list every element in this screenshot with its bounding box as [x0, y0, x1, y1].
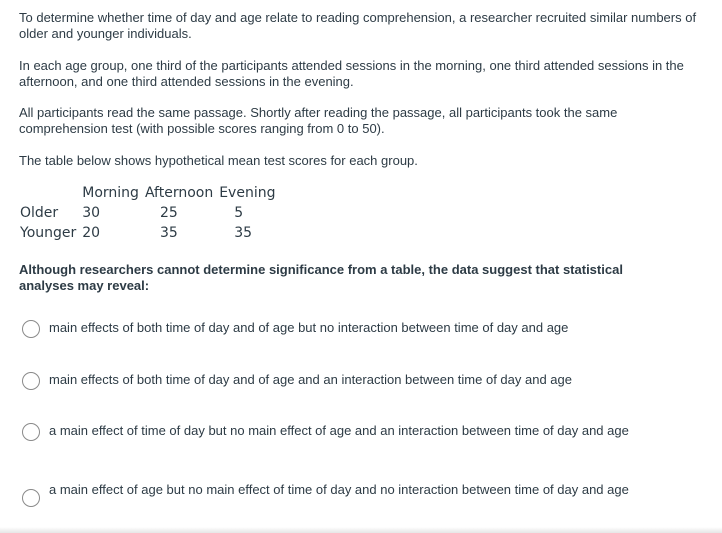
table-cell: 5: [234, 205, 244, 221]
table-cell: 35: [234, 225, 253, 241]
table-cell: 20: [82, 225, 101, 241]
option-label[interactable]: a main effect of time of day but no main effect of age and an interaction between time of day and age: [49, 423, 629, 438]
table-row: [17, 223, 278, 243]
table-intro: The table below shows hypothetical mean test scores for each group.: [19, 153, 418, 168]
bottom-shadow: [0, 527, 722, 533]
row-label: Younger: [20, 225, 77, 241]
table-cell: 30: [82, 205, 101, 221]
answer-option-3[interactable]: [22, 421, 672, 441]
answer-option-2[interactable]: [22, 370, 672, 390]
header-cell: Afternoon: [144, 185, 214, 201]
intro-paragraph: To determine whether time of day and age relate to reading comprehension, a researcher recruited similar numbers of older and younger individuals.: [19, 10, 697, 41]
groups-paragraph: In each age group, one third of the participants attended sessions in the morning, one third attended sessions in the afternoon, and one third attended sessions in the evening.: [19, 58, 684, 89]
table-row: [17, 203, 278, 223]
radio-button[interactable]: [22, 489, 40, 507]
header-cell: Evening: [219, 185, 276, 201]
table-cell: 25: [159, 205, 178, 221]
header-cell: [17, 183, 79, 203]
scores-table: [17, 183, 278, 243]
radio-button[interactable]: [22, 372, 40, 390]
option-label[interactable]: main effects of both time of day and of age and an interaction between time of day and age: [49, 372, 572, 387]
question-text: Although researchers cannot determine significance from a table, the data suggest that statistical analyses may reveal:: [19, 262, 623, 293]
radio-button[interactable]: [22, 320, 40, 338]
table-cell: 35: [159, 225, 178, 241]
option-label[interactable]: main effects of both time of day and of age but no interaction between time of day and age: [49, 320, 569, 335]
procedure-paragraph: All participants read the same passage. Shortly after reading the passage, all participants took the same comprehension test (with possible scores ranging from 0 to 50).: [19, 105, 618, 136]
row-label: Older: [20, 205, 59, 221]
table-header-row: [17, 183, 278, 203]
answer-option-4[interactable]: [22, 481, 672, 507]
option-label[interactable]: a main effect of age but no main effect of time of day and no interaction between time of day and age: [49, 482, 629, 497]
answer-option-1[interactable]: [22, 318, 672, 338]
header-cell: Morning: [82, 185, 139, 201]
radio-button[interactable]: [22, 423, 40, 441]
